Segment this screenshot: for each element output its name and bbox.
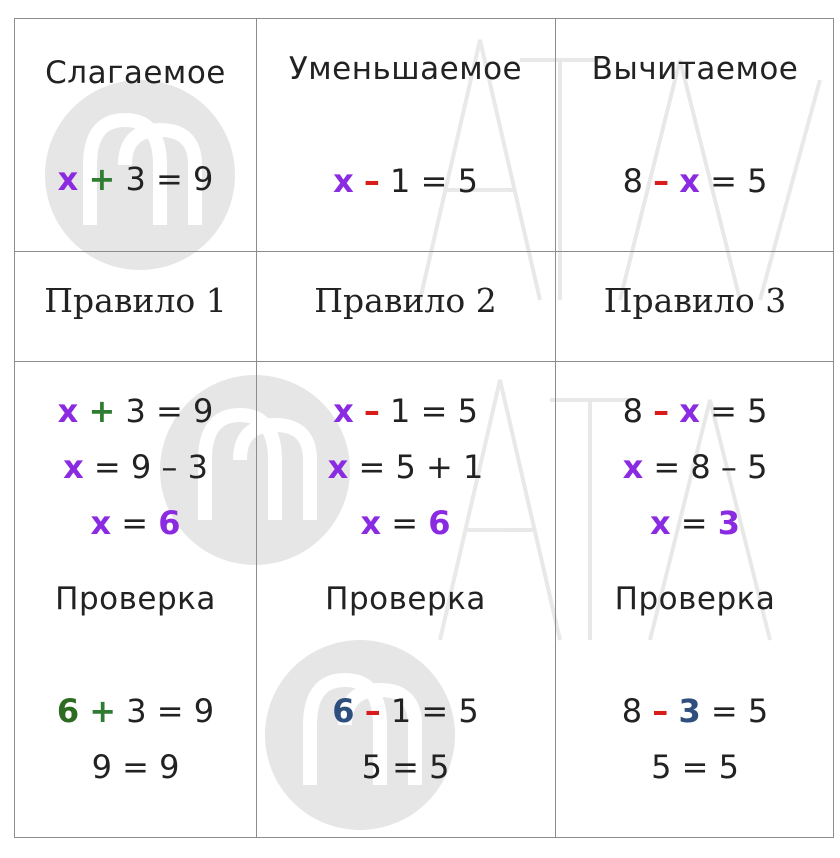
equations-table [14,18,834,838]
solution-3-line-3: x = 3 [649,504,741,542]
rule-2: Правило 2 [314,281,497,320]
check-2-line-2: 5 = 5 [361,748,450,786]
grid-line [15,361,833,362]
check-2-line-1: 6 – 1 = 5 [332,692,479,730]
rule-3: Правило 3 [603,281,787,320]
solution-1-line-2: x = 9 – 3 [63,448,208,486]
solution-1-line-1: x + 3 = 9 [57,392,214,430]
check-label-3: Проверка [614,581,776,617]
solution-3-line-1: 8 – x = 5 [622,392,768,430]
header-addend: Слагаемое [45,55,226,91]
check-3-line-2: 5 = 5 [651,748,739,786]
equation-addend: x + 3 = 9 [57,160,214,198]
solution-2-line-3: x = 6 [360,504,451,542]
header-minuend: Уменьшаемое [288,51,523,87]
equation-minuend: x – 1 = 5 [333,162,478,200]
solution-2-line-1: x – 1 = 5 [333,392,478,430]
equation-subtrahend: 8 – x = 5 [622,162,768,200]
check-3-line-1: 8 – 3 = 5 [621,692,769,730]
solution-1-line-3: x = 6 [90,504,181,542]
solution-2-line-2: x = 5 + 1 [327,448,484,486]
check-1-line-2: 9 = 9 [91,748,180,786]
rule-1: Правило 1 [44,281,227,320]
header-subtrahend: Вычитаемое [591,51,799,87]
grid-line [15,251,833,252]
solution-3-line-2: x = 8 – 5 [622,448,768,486]
check-1-line-1: 6 + 3 = 9 [56,692,215,730]
check-label-2: Проверка [325,581,486,617]
check-label-1: Проверка [55,581,216,617]
